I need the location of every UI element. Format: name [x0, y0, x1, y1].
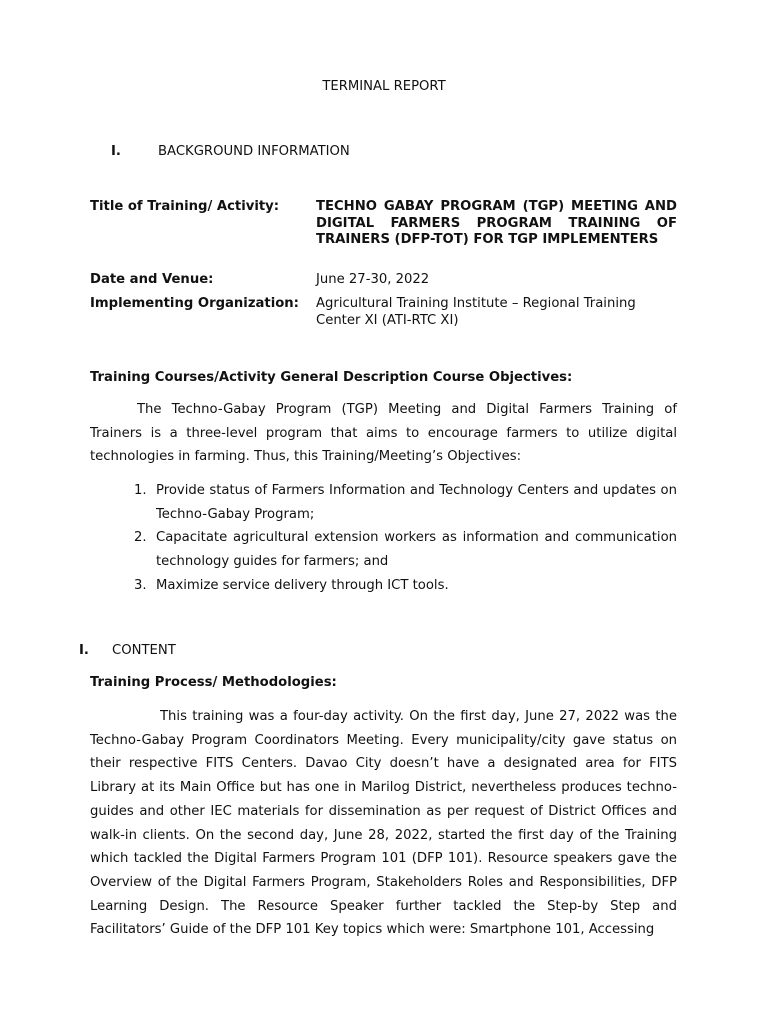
- list-item-number: 1.: [134, 483, 147, 498]
- section-heading: BACKGROUND INFORMATION: [158, 144, 350, 159]
- process-body: This training was a four-day activity. On the first day, June 27, 2022 was the Techno-Gabay Program Coordinators Meeting. Every municipality/city gave status on their respective FITS Centers. Davao City doesn’t have a designated area for FITS Library at its Main Office but has one in Marilog District, nevertheless produces techno-guides and other IEC materials for dissemination as per request of District Offices and walk-in clients. On the second day, June 28, 2022, started the first day of the Training which tackled the Digital Farmers Program 101 (DFP 101). Resource speakers gave the Overview of the Digital Farmers Program, Stakeholders Roles and Responsibilities, DFP Learning Design. The Resource Speaker further tackled the Step-by Step and Facilitators’ Guide of the DFP 101 Key topics which were: Smartphone 101, Accessing: [90, 709, 677, 938]
- date-value: June 27-30, 2022: [316, 272, 430, 287]
- list-item-text: Maximize service delivery through ICT tools.: [156, 577, 449, 593]
- list-item-text: Capacitate agricultural extension workers as information and communication technology guides for farmers; and: [156, 530, 677, 570]
- report-title: TERMINAL REPORT: [322, 79, 446, 94]
- objectives-heading: Training Courses/Activity General Description Course Objectives:: [90, 370, 573, 385]
- section2-heading: CONTENT: [112, 643, 176, 658]
- list-item-text: Provide status of Farmers Information and Technology Centers and updates on Techno-Gabay Program;: [156, 483, 677, 522]
- section-numeral: I.: [111, 144, 121, 159]
- objectives-intro: The Techno-Gabay Program (TGP) Meeting and Digital Farmers Training of Trainers is a three-level program that aims to encourage farmers to utilize digital technologies in farming. Thus, this Training/Meeting’s Objectives:: [90, 402, 677, 465]
- list-item: [128, 479, 677, 526]
- list-item: [128, 574, 677, 598]
- objectives-list: [128, 479, 677, 598]
- org-label: Implementing Organization:: [90, 296, 299, 311]
- list-item-number: 2.: [134, 530, 147, 546]
- list-item-number: 3.: [134, 577, 147, 593]
- title-label: Title of Training/ Activity:: [90, 199, 280, 214]
- process-heading: Training Process/ Methodologies:: [90, 675, 337, 690]
- title-value: TECHNO GABAY PROGRAM (TGP) MEETING AND DIGITAL FARMERS PROGRAM TRAINING OF TRAINERS (DFP-TOT) FOR TGP IMPLEMENTERS: [316, 199, 677, 247]
- org-value: Agricultural Training Institute – Regional Training Center XI (ATI-RTC XI): [316, 296, 636, 328]
- date-label: Date and Venue:: [90, 272, 214, 287]
- section2-numeral: I.: [79, 643, 89, 658]
- list-item: [128, 526, 677, 573]
